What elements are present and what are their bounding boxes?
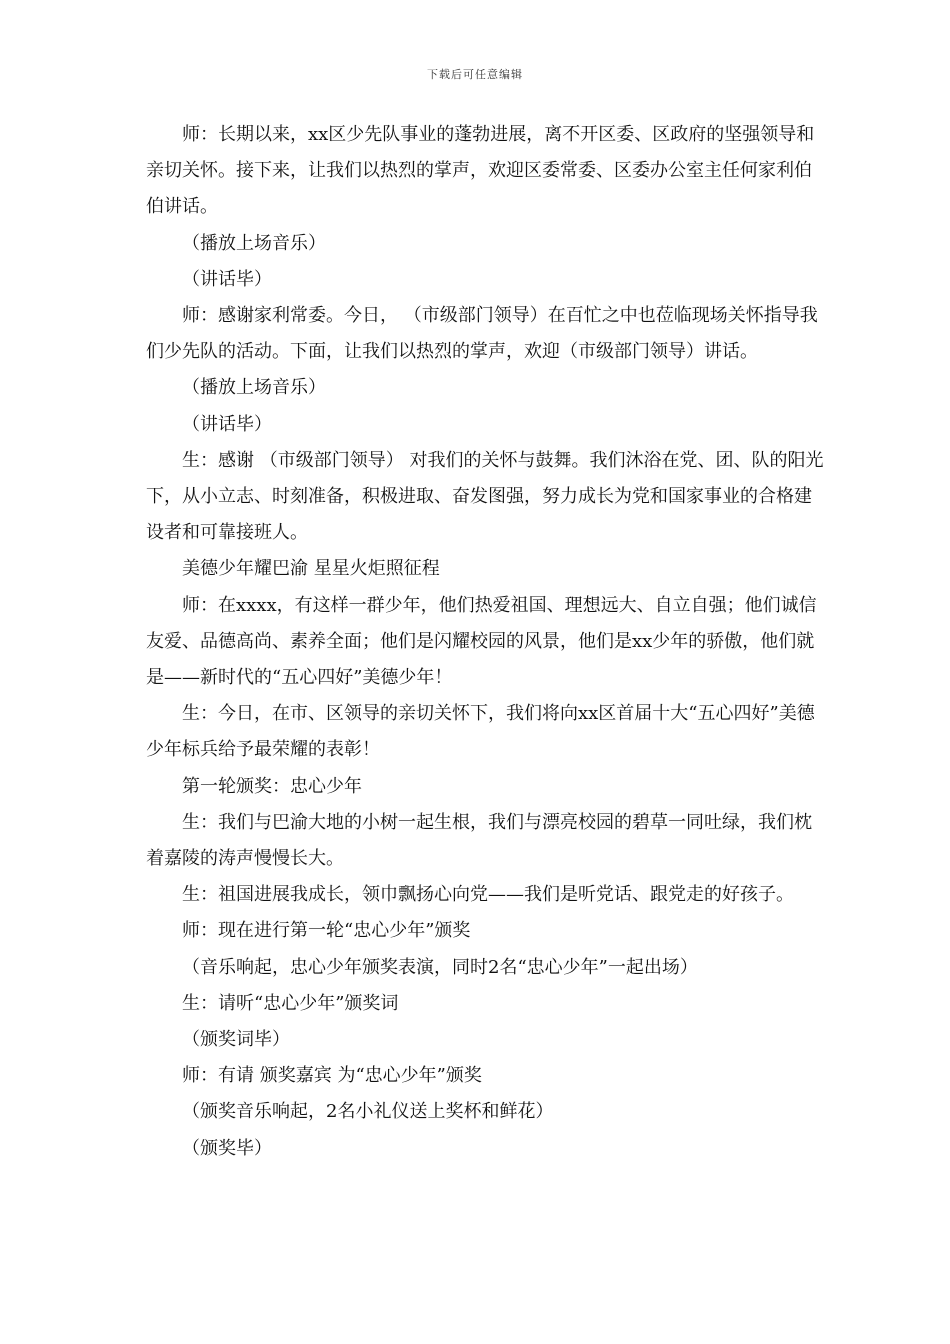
paragraph: 生：请听“忠心少年”颁奖词 <box>182 992 399 1014</box>
page-header: 下载后可任意编辑 <box>427 68 523 81</box>
paragraph: 师：在xxxx，有这样一群少年，他们热爱祖国、理想远大、自立自强；他们诚信友爱、品德高尚、素养全面；他们是闪耀校园的风景，他们是xx少年的骄傲，他们就是——新时代的“五心四好”美德少年！ <box>146 594 817 689</box>
paragraph: 师：有请 颁奖嘉宾 为“忠心少年”颁奖 <box>182 1065 482 1087</box>
paragraph: （讲话毕） <box>182 413 272 435</box>
paragraph: （音乐响起，忠心少年颁奖表演，同时2名“忠心少年”一起出场） <box>182 956 698 978</box>
paragraph: 生：我们与巴渝大地的小树一起生根，我们与漂亮校园的碧草一同吐绿，我们枕着嘉陵的涛声慢慢长大。 <box>146 811 812 870</box>
paragraph: 师：现在进行第一轮“忠心少年”颁奖 <box>182 920 471 942</box>
paragraph: （播放上场音乐） <box>182 377 326 399</box>
section-heading: 美德少年耀巴渝 星星火炬照征程 <box>182 558 440 580</box>
paragraph: （播放上场音乐） <box>182 232 326 254</box>
paragraph: （颁奖音乐响起，2名小礼仪送上奖杯和鲜花） <box>182 1101 554 1123</box>
paragraph: （讲话毕） <box>182 268 272 290</box>
paragraph: 生：今日，在市、区领导的亲切关怀下，我们将向xx区首届十大“五心四好”美德少年标兵给予最荣耀的表彰！ <box>146 703 815 761</box>
paragraph: 师：感谢家利常委。今日， （市级部门领导）在百忙之中也莅临现场关怀指导我们少先队的活动。下面，让我们以热烈的掌声，欢迎（市级部门领导）讲话。 <box>146 305 818 363</box>
paragraph: （颁奖毕） <box>182 1137 272 1159</box>
paragraph: 生：祖国进展我成长，领巾飘扬心向党——我们是听党话、跟党走的好孩子。 <box>182 884 794 906</box>
paragraph: 生：感谢 （市级部门领导） 对我们的关怀与鼓舞。我们沐浴在党、团、队的阳光下，从小立志、时刻准备，积极进取、奋发图强，努力成长为党和国家事业的合格建设者和可靠接班人。 <box>146 449 824 544</box>
document-body <box>146 117 826 1167</box>
section-heading: 第一轮颁奖：忠心少年 <box>182 775 362 797</box>
paragraph: （颁奖词毕） <box>182 1029 290 1051</box>
paragraph: 师：长期以来，xx区少先队事业的蓬勃进展，离不开区委、区政府的坚强领导和亲切关怀。接下来，让我们以热烈的掌声，欢迎区委常委、区委办公室主任何家利伯伯讲话。 <box>146 124 815 218</box>
